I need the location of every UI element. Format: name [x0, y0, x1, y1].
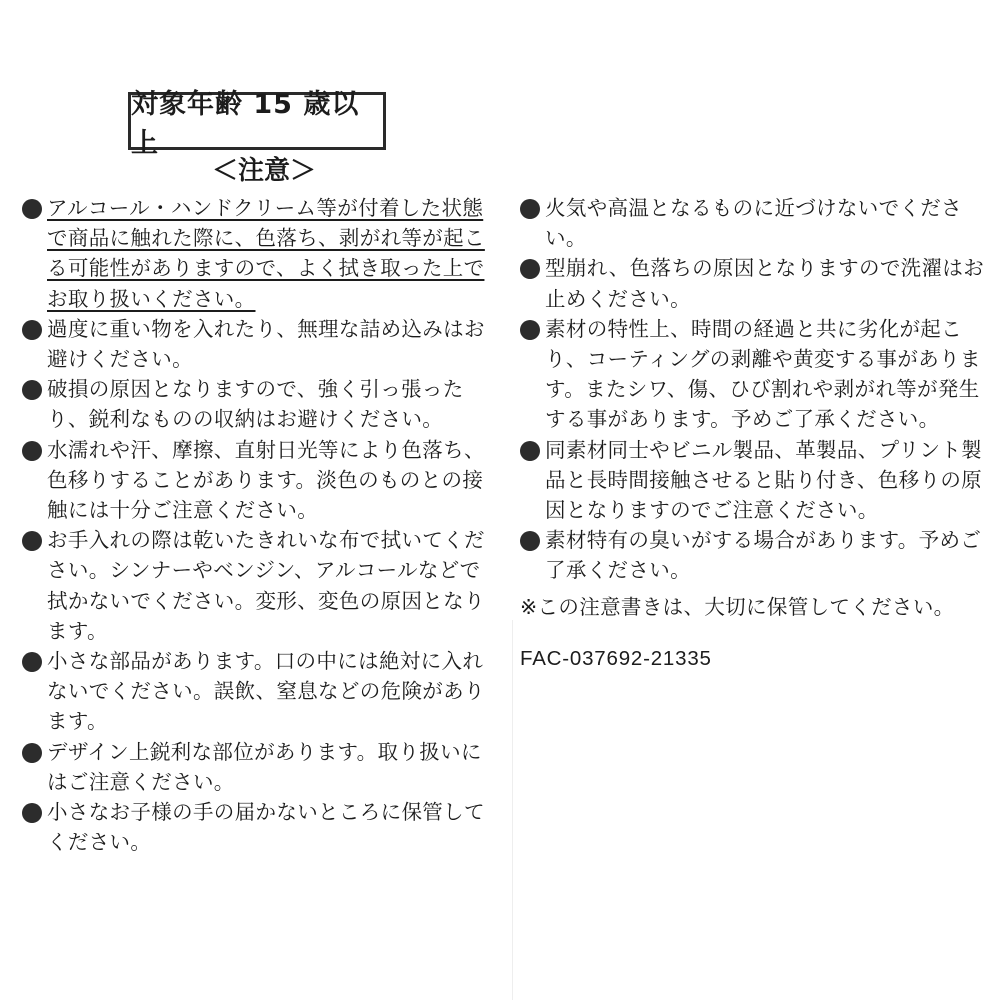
fold-line: [512, 620, 513, 1000]
caution-text: アルコール・ハンドクリーム等が付着した状態で商品に触れた際に、色落ち、剥がれ等が起こる可能性がありますので、よく拭き取った上でお取り扱いください。: [47, 196, 485, 311]
bullet-icon: [22, 531, 42, 551]
left-caution-list: [22, 193, 500, 857]
caution-item: [520, 525, 995, 585]
caution-item: [22, 525, 500, 646]
bullet-icon: [22, 380, 42, 400]
caution-item: [22, 193, 500, 314]
caution-item: [22, 797, 500, 857]
age-rating-label: 対象年齢 15 歳以上: [131, 89, 360, 159]
caution-item: [520, 193, 995, 253]
caution-text: 型崩れ、色落ちの原因となりますので洗濯はお止めください。: [545, 256, 985, 311]
bullet-icon: [520, 531, 540, 551]
caution-text: 同素材同士やビニル製品、革製品、プリント製品と長時間接触させると貼り付き、色移りの原因となりますのでご注意ください。: [545, 437, 983, 523]
bullet-icon: [22, 743, 42, 763]
caution-item: [22, 314, 500, 374]
caution-text: 素材の特性上、時間の経過と共に劣化が起こり、コーティングの剥離や黄変する事があります。またシワ、傷、ひび割れや剥がれ等が発生する事があります。予めご了承ください。: [545, 316, 981, 432]
caution-text: デザイン上鋭利な部位があります。取り扱いにはご注意ください。: [47, 739, 482, 794]
caution-item: [22, 646, 500, 737]
caution-text: 火気や高温となるものに近づけないでください。: [545, 196, 962, 251]
caution-text: 過度に重い物を入れたり、無理な詰め込みはお避けください。: [47, 316, 485, 372]
bullet-icon: [520, 320, 540, 340]
product-code: FAC-037692-21335: [520, 647, 712, 670]
caution-item: [520, 253, 995, 313]
bullet-icon: [520, 441, 540, 461]
bullet-icon: [22, 441, 42, 461]
caution-text: 小さなお子様の手の届かないところに保管してください。: [47, 800, 485, 855]
age-rating-box: [128, 89, 386, 159]
caution-text: 破損の原因となりますので、強く引っ張ったり、鋭利なものの収納はお避けください。: [47, 377, 464, 432]
caution-heading: ＜注意＞: [212, 156, 317, 186]
caution-item: [22, 435, 500, 526]
storage-note: ※この注意書きは、大切に保管してください。: [520, 595, 955, 619]
caution-text: 水濡れや汗、摩擦、直射日光等により色落ち、色移りすることがあります。淡色のものとの接触には十分ご注意ください。: [47, 437, 485, 523]
bullet-icon: [22, 803, 42, 823]
caution-text: 小さな部品があります。口の中には絶対に入れないでください。誤飲、窒息などの危険があります。: [47, 649, 485, 734]
bullet-icon: [520, 199, 540, 219]
caution-item: [520, 314, 995, 435]
bullet-icon: [520, 259, 540, 279]
caution-text: お手入れの際は乾いたきれいな布で拭いてください。シンナーやベンジン、アルコールなどで拭かないでください。変形、変色の原因となります。: [47, 528, 485, 643]
bullet-icon: [22, 199, 42, 219]
bullet-icon: [22, 652, 42, 672]
caution-item: [520, 435, 995, 526]
caution-item: [22, 374, 500, 434]
caution-item: [22, 737, 500, 797]
bullet-icon: [22, 320, 42, 340]
right-caution-list: [520, 193, 995, 586]
caution-text: 素材特有の臭いがする場合があります。予めご了承ください。: [545, 528, 982, 583]
